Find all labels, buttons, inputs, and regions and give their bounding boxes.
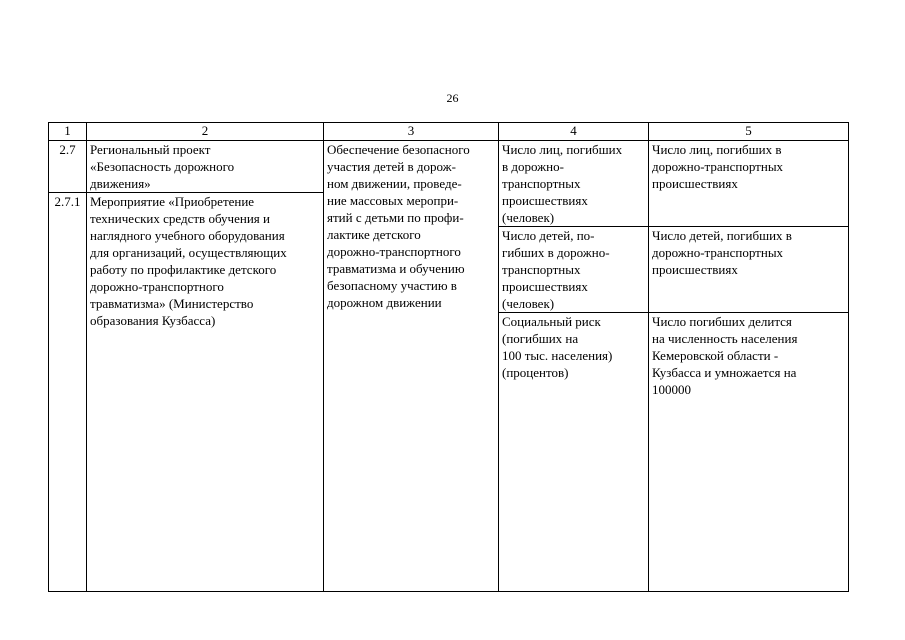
row-number-2-7-1: 2.7.1 xyxy=(49,193,87,592)
table-row xyxy=(49,141,849,193)
table-header-row xyxy=(49,123,849,141)
indicator-method-3: Число погибших делится на численность населения Кемеровской области - Кузбасса и умножается на 100000 xyxy=(649,313,849,592)
indicator-method-1: Число лиц, погибших в дорожно-транспортных происшествиях xyxy=(649,141,849,227)
row-number-2-7: 2.7 xyxy=(49,141,87,193)
activity-name: Мероприятие «Приобретение технических средств обучения и наглядного учебного оборудования для организаций, осуществляющих работу по профилактике детского дорожно-транспортного травматизма» (Министерство образования Кузбасса) xyxy=(87,193,324,592)
regional-project-name: Региональный проект «Безопасность дорожного движения» xyxy=(87,141,324,193)
column-header-2: 2 xyxy=(87,123,324,141)
column-header-3: 3 xyxy=(324,123,499,141)
indicator-name-1: Число лиц, погибших в дорожно- транспортных происшествиях (человек) xyxy=(499,141,649,227)
indicator-name-2: Число детей, по- гибших в дорожно- транспортных происшествиях (человек) xyxy=(499,227,649,313)
goal-description: Обеспечение безопасного участия детей в дорож- ном движении, проведе- ние массовых меропри- ятий с детьми по профи- лактике детского дорожно-транспортного травматизма и обучению безопасному участию в дорожном движении xyxy=(324,141,499,592)
indicator-name-3: Социальный риск (погибших на 100 тыс. населения) (процентов) xyxy=(499,313,649,592)
column-header-1: 1 xyxy=(49,123,87,141)
indicators-table xyxy=(48,122,849,592)
column-header-5: 5 xyxy=(649,123,849,141)
page-number: 26 xyxy=(446,91,459,105)
column-header-4: 4 xyxy=(499,123,649,141)
indicator-method-2: Число детей, погибших в дорожно-транспортных происшествиях xyxy=(649,227,849,313)
